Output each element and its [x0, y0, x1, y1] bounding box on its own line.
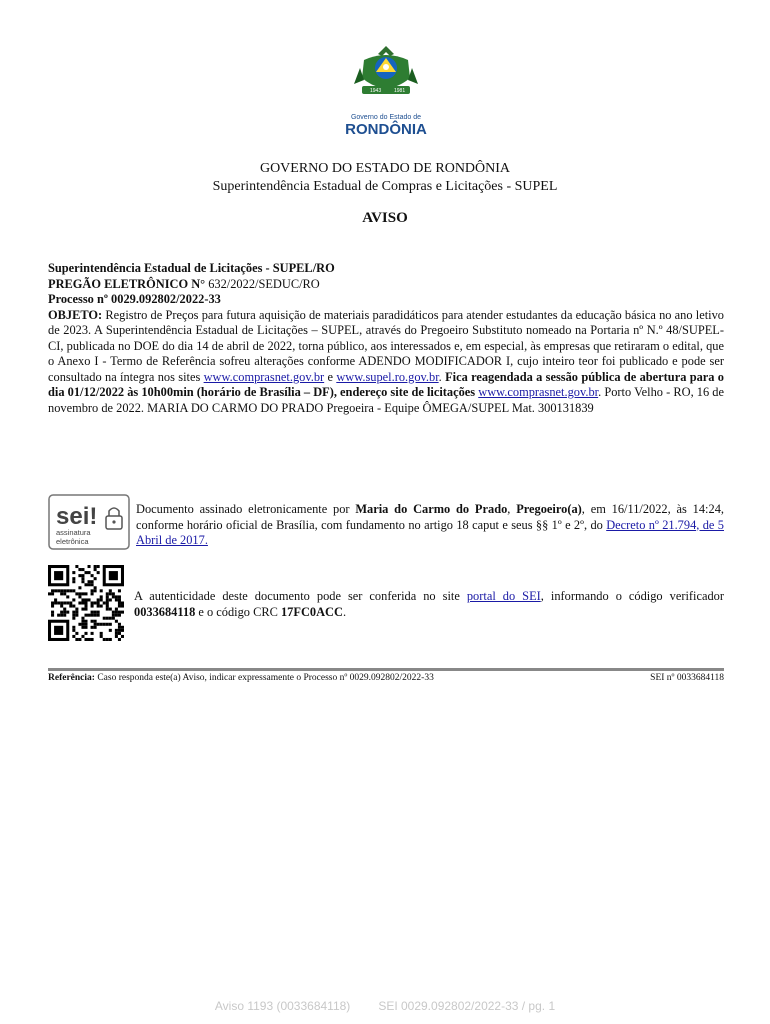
svg-text:1943: 1943 — [370, 88, 382, 94]
footer-sei-number: SEI nº 0033684118 — [650, 673, 724, 683]
notice-objeto: OBJETO: Registro de Preços para futura aquisição de materiais paradidáticos para atender estudantes da educação básica no ano letivo de 2023. A Superintendência Estadual de Licitações – SUPEL, através do Pregoeiro Substituto nomeado na Portaria nº N.º 48/SUPEL-CI, publicada no DOE do dia 14 de abril de 2022, torna público, aos interessados e, em especial, às empresas que retiraram o edital, que o Anexo I - Termo de Referência sofreu alterações conforme ADENDO MODIFICADOR I, cujo inteiro teor foi publicado e pode ser consultado na íntegra nos sites www.comprasnet.gov.br e www.supel.ro.gov.br. Fica reagendada a sessão pública de abertura para o dia 01/12/2022 às 10h00min (horário de Brasília – DF), endereço site de licitações www.comprasnet.gov.br. Porto Velho - RO, 16 de novembro de 2022. MARIA DO CARMO DO PRADO Pregoeira - Equipe ÔMEGA/SUPEL Mat. 300131839 — [48, 307, 724, 415]
comprasnet-link-2[interactable]: www.comprasnet.gov.br — [478, 385, 599, 399]
state-coat-of-arms-logo — [345, 44, 427, 140]
header-line2: Superintendência Estadual de Compras e Licitações - SUPEL — [212, 179, 558, 194]
notice-processo: Processo nº 0029.092802/2022-33 — [48, 292, 221, 306]
crc-code: 17FC0ACC — [280, 604, 343, 619]
sei-signature-badge — [48, 494, 130, 550]
logo-caption-line1: Governo do Estado de — [350, 114, 422, 121]
page-footer-left: Aviso 1193 (0033684118) — [214, 999, 351, 1013]
authenticity-statement: A autenticidade deste documento pode ser conferida no site portal do SEI, informando o código verificador 0033684118 e o código CRC 17FC0ACC. — [134, 589, 724, 619]
footer-reference: Referência: Caso responda este(a) Aviso, indicar expressamente o Processo nº 0029.092802/2022-33 — [48, 673, 434, 683]
page-footer-right: SEI 0029.092802/2022-33 / pg. 1 — [378, 999, 556, 1013]
svg-text:eletrônica: eletrônica — [56, 537, 89, 546]
footer-divider — [48, 668, 724, 671]
sei-portal-link[interactable]: portal do SEI — [466, 589, 541, 603]
signer-role: Pregoeiro(a) — [516, 502, 582, 516]
qr-code-icon — [48, 565, 128, 641]
svg-text:assinatura: assinatura — [56, 528, 91, 537]
coat-of-arms-icon — [350, 44, 422, 106]
header-line1: GOVERNO DO ESTADO DE RONDÔNIA — [259, 161, 511, 176]
notice-body — [48, 261, 724, 416]
sei-badge-icon — [48, 494, 130, 550]
signature-statement: Documento assinado eletronicamente por Maria do Carmo do Prado, Pregoeiro(a), em 16/11/2022, às 14:24, conforme horário oficial de Brasília, com fundamento no artigo 18 caput e seus §§ 1º e 2º, do Decreto nº 21.794, de 5 Abril de 2017. — [136, 502, 724, 547]
svg-text:1981: 1981 — [394, 88, 406, 94]
signer-name: Maria do Carmo do Prado — [355, 502, 508, 516]
page-footer — [0, 999, 770, 1013]
supel-link[interactable]: www.supel.ro.gov.br — [336, 369, 439, 384]
document-title: AVISO — [362, 210, 408, 226]
notice-agency: Superintendência Estadual de Licitações - SUPEL/RO — [48, 261, 335, 275]
notice-pregao: PREGÃO ELETRÔNICO N° 632/2022/SEDUC/RO — [48, 276, 320, 291]
svg-text:sei!: sei! — [56, 503, 98, 530]
verification-code: 0033684118 — [134, 604, 196, 619]
qr-code[interactable] — [48, 565, 128, 641]
logo-caption-line2: RONDÔNIA — [345, 121, 427, 138]
comprasnet-link[interactable]: www.comprasnet.gov.br — [203, 369, 325, 384]
decree-link[interactable]: Decreto nº 21.794, de 5 Abril de 2017. — [136, 517, 724, 547]
